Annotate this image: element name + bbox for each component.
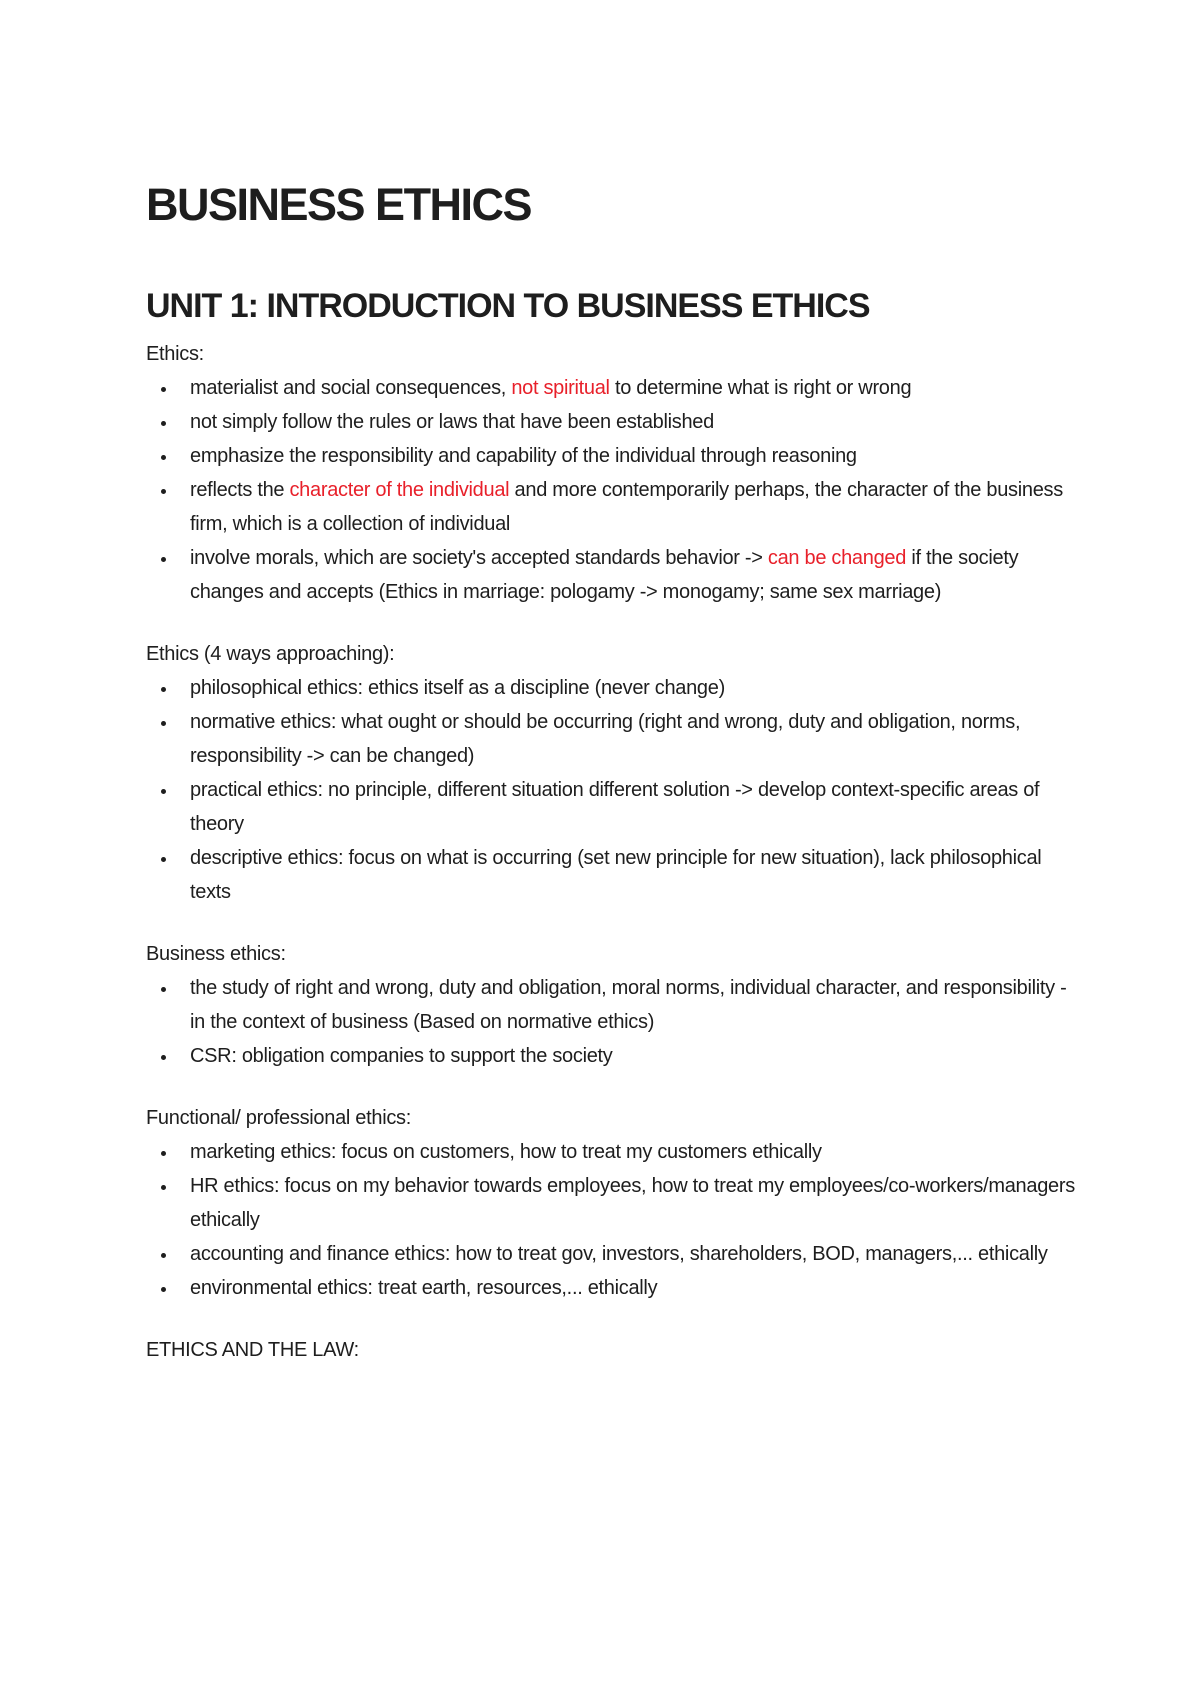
list-item: emphasize the responsibility and capability of the individual through reasoning <box>146 439 1076 473</box>
list-item <box>146 371 1076 405</box>
list-item: HR ethics: focus on my behavior towards employees, how to treat my employees/co-workers/managers ethically <box>146 1169 1076 1237</box>
list-item: accounting and finance ethics: how to treat gov, investors, shareholders, BOD, managers,... ethically <box>146 1237 1076 1271</box>
section-business-ethics <box>146 937 1076 1073</box>
section-title-ethics-and-law: ETHICS AND THE LAW: <box>146 1338 359 1361</box>
section-title-business-ethics: Business ethics: <box>146 942 286 965</box>
list-item <box>146 473 1076 541</box>
item-text: involve morals, which are society's accepted standards behavior -> <box>190 546 768 569</box>
bullet-list-functional-ethics <box>146 1135 1076 1305</box>
section-title-ethics: Ethics: <box>146 342 204 365</box>
unit-heading: UNIT 1: INTRODUCTION TO BUSINESS ETHICS <box>146 286 870 325</box>
bullet-list-approaches <box>146 671 1076 909</box>
item-text: materialist and social consequences, <box>190 376 512 399</box>
section-ethics <box>146 337 1076 609</box>
list-item: environmental ethics: treat earth, resources,... ethically <box>146 1271 1076 1305</box>
item-text: reflects the <box>190 478 290 501</box>
item-text: to determine what is right or wrong <box>609 376 912 399</box>
document-title: BUSINESS ETHICS <box>146 179 532 230</box>
document-page <box>146 180 1076 1395</box>
section-title-functional-ethics: Functional/ professional ethics: <box>146 1106 411 1129</box>
section-approaches <box>146 637 1076 909</box>
highlight-text: character of the individual <box>289 478 510 501</box>
section-title-approaches: Ethics (4 ways approaching): <box>146 642 395 665</box>
section-ethics-and-law <box>146 1333 1076 1367</box>
list-item: CSR: obligation companies to support the society <box>146 1039 1076 1073</box>
list-item: practical ethics: no principle, different situation different solution -> develop context-specific areas of theory <box>146 773 1076 841</box>
list-item: normative ethics: what ought or should be occurring (right and wrong, duty and obligation, norms, responsibility -> can be changed) <box>146 705 1076 773</box>
bullet-list-business-ethics <box>146 971 1076 1073</box>
bullet-list-ethics <box>146 371 1076 609</box>
list-item: not simply follow the rules or laws that have been established <box>146 405 1076 439</box>
list-item: the study of right and wrong, duty and obligation, moral norms, individual character, and responsibility - in the context of business (Based on normative ethics) <box>146 971 1076 1039</box>
list-item: marketing ethics: focus on customers, how to treat my customers ethically <box>146 1135 1076 1169</box>
list-item: descriptive ethics: focus on what is occurring (set new principle for new situation), lack philosophical texts <box>146 841 1076 909</box>
item-text: and more contemporarily perhaps, the character of the business firm, which is a collection of individual <box>190 478 1063 535</box>
list-item: philosophical ethics: ethics itself as a discipline (never change) <box>146 671 1076 705</box>
highlight-text: can be changed <box>767 546 907 569</box>
highlight-text: not spiritual <box>511 376 610 399</box>
item-text: if the society changes and accepts (Ethics in marriage: pologamy -> monogamy; same sex marriage) <box>190 546 1019 603</box>
section-functional-ethics <box>146 1101 1076 1305</box>
list-item <box>146 541 1076 609</box>
